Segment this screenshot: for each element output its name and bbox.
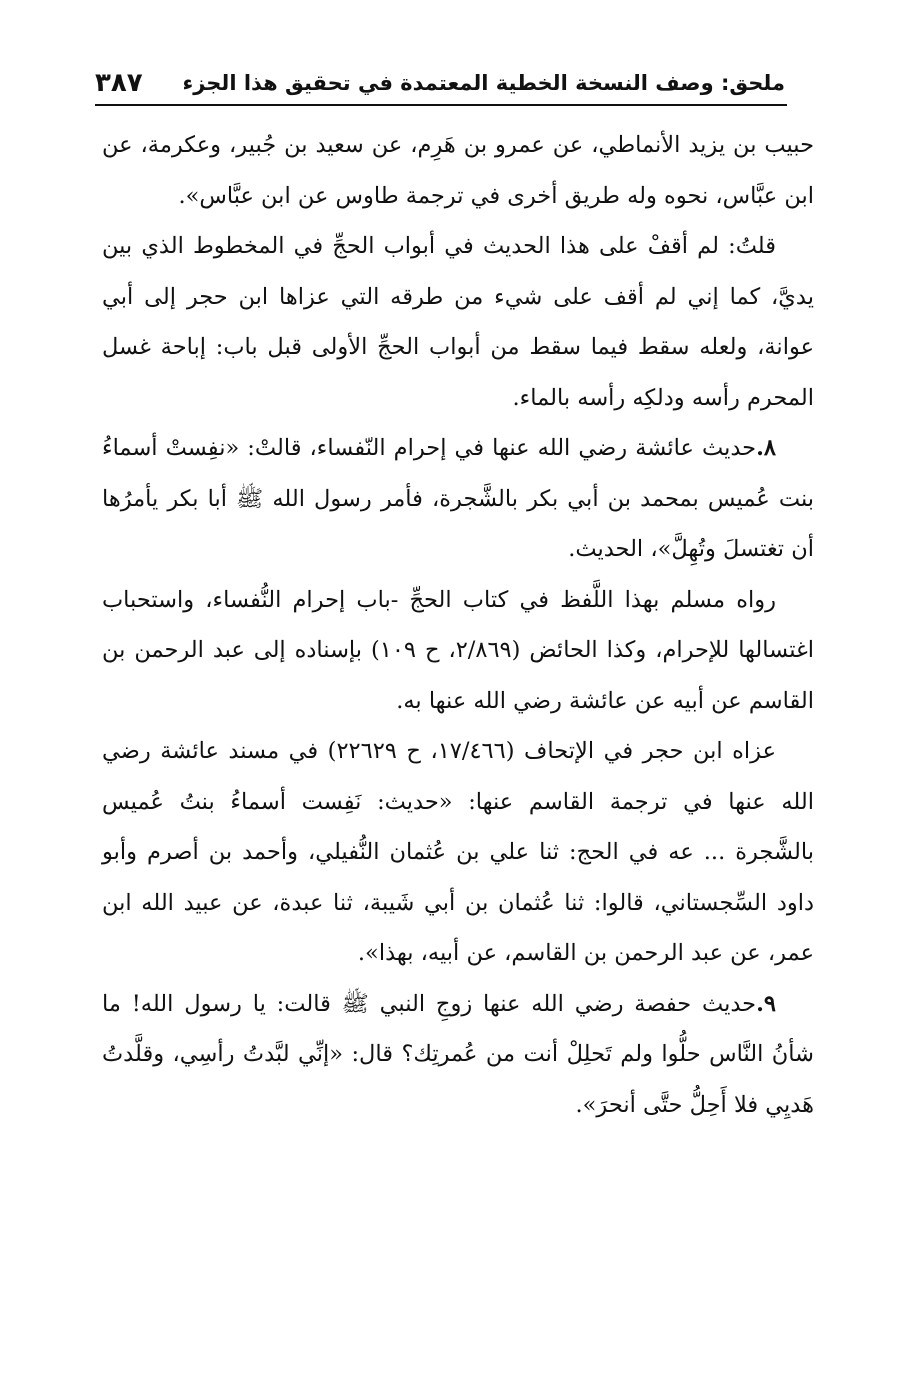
paragraph [102, 221, 814, 423]
item-number: ٩. [756, 990, 776, 1017]
header-rule [95, 104, 787, 106]
numbered-paragraph [102, 423, 814, 575]
running-header [95, 68, 785, 102]
paragraph-text: حبيب بن يزيد الأنماطي، عن عمرو بن هَرِم، عن سعيد بن جُبير، وعكرمة، عن ابن عبَّاس، نحوه وله طريق أخرى في ترجمة طاوس عن ابن عبَّاس». [102, 132, 814, 209]
paragraph-text: رواه مسلم بهذا اللَّفظ في كتاب الحجِّ -باب إحرام النُّفساء، واستحباب اغتسالها للإحرام، وكذا الحائض (٢/٨٦٩، ح ١٠٩) بإسناده إلى عبد الرحمن بن القاسم عن أبيه عن عائشة رضي الله عنها به. [102, 586, 815, 714]
paragraph-text: قلتُ: لم أقفْ على هذا الحديث في أبواب الحجِّ في المخطوط الذي بين يديَّ، كما إني لم أقف على شيء من طرقه التي عزاها ابن حجر إلى أبي عوانة، ولعله سقط فيما سقط من أبواب الحجِّ الأولى قبل باب: إباحة غسل المحرم رأسه ودلكِه رأسه بالماء. [102, 233, 814, 411]
page-number: ٣٨٧ [95, 68, 143, 98]
numbered-paragraph [102, 979, 814, 1131]
paragraph [102, 726, 814, 979]
paragraph-text: حديث حفصة رضي الله عنها زوجِ النبي ﷺ قالت: يا رسول الله! ما شأنُ النَّاس حلُّوا ولم تَحلِلْ أنت من عُمرتِك؟ قال: «إنِّي لبَّدتُ رأسِي، وقلَّدتُ هَديِي فلا أَحِلُّ حتَّى أنحرَ». [102, 990, 814, 1118]
paragraph-text: حديث عائشة رضي الله عنها في إحرام النّفساء، قالتْ: «نفِستْ أسماءُ بنت عُميس بمحمد بن أبي بكر بالشَّجرة، فأمر رسول الله ﷺ أبا بكر يأمرُها أن تغتسلَ وتُهِلَّ»، الحديث. [102, 435, 814, 562]
paragraph [102, 575, 814, 727]
paragraph-text: عزاه ابن حجر في الإتحاف (١٧/٤٦٦، ح ٢٢٦٢٩) في مسند عائشة رضي الله عنها في ترجمة القاسم عنها: «حديث: نَفِست أسماءُ بنتُ عُميس بالشَّجرة ... عه في الحج: ثنا علي بن عُثمان النُّفيلي، وأحمد بن أصرم وأبو داود السِّجستاني، قالوا: ثنا عُثمان بن أبي شَيبة، ثنا عبدة، عن عبيد الله ابن عمر، عن عبد الرحمن بن القاسم، عن أبيه، بهذا». [102, 738, 814, 966]
main-text [102, 120, 814, 1130]
item-number: ٨. [756, 435, 776, 461]
paragraph [102, 120, 814, 221]
header-title: ملحق: وصف النسخة الخطية المعتمدة في تحقيق هذا الجزء [182, 71, 785, 95]
